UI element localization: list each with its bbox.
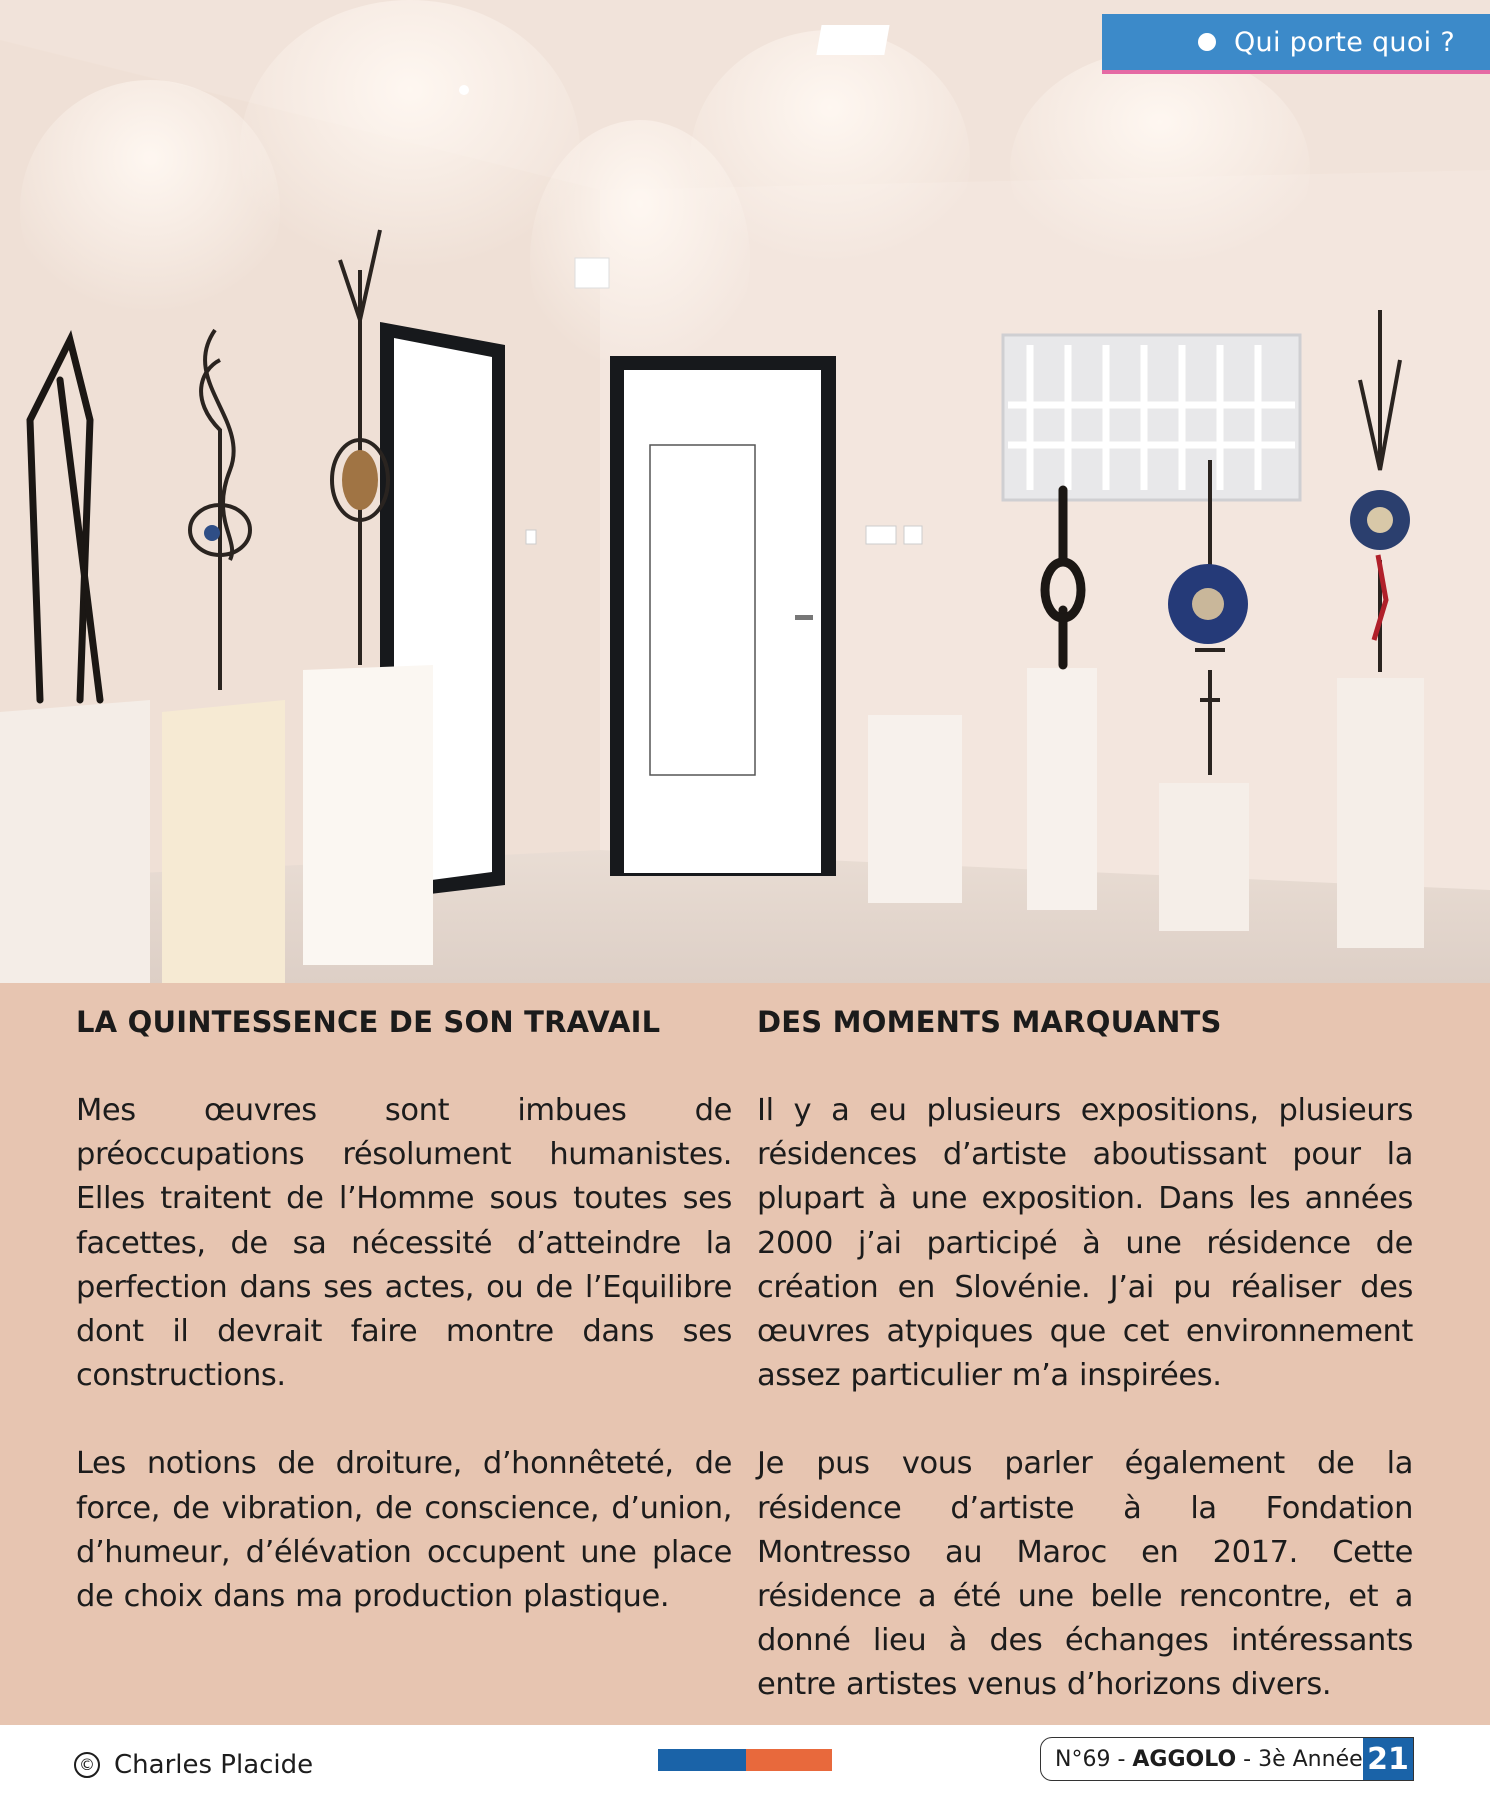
paragraph: Il y a eu plusieurs expositions, plusieurs résidences d’artiste aboutissant pour la plupart à une exposition. Dans les années 2000 j’ai participé à une résidence de création en Slovénie. J’ai pu réaliser des œuvres atypiques que cet environnement assez particulier m’a inspirées. — [757, 1093, 1413, 1394]
copyright-icon: © — [74, 1752, 100, 1778]
heading-quintessence: LA QUINTESSENCE DE SON TRAVAIL — [76, 1005, 661, 1039]
decor-bar-blue — [658, 1749, 746, 1771]
credit-name: Charles Placide — [114, 1750, 314, 1780]
section-tag — [1102, 14, 1490, 70]
paragraph: Mes œuvres sont imbues de préoccupations résolument humanistes. Elles traitent de l’Homme sous toutes ses facettes, de sa nécessité d’atteindre la perfection dans ses actes, ou de l’Equilibre dont il devrait faire montre dans ses constructions. — [76, 1093, 732, 1394]
column-left — [76, 1003, 732, 1663]
column-right — [757, 1003, 1413, 1752]
issue-text: N°69 - AGGOLO - 3è Année — [1055, 1746, 1363, 1772]
photo-credit — [74, 1750, 313, 1780]
section-label: Qui porte quoi ? — [1234, 26, 1455, 58]
bullet-dot-icon — [1198, 33, 1216, 51]
decor-bar-orange — [746, 1749, 832, 1771]
year-label: 3è Année — [1258, 1746, 1363, 1772]
heading-moments: DES MOMENTS MARQUANTS — [757, 1005, 1222, 1039]
page-number: 21 — [1363, 1738, 1413, 1780]
issue-info — [1040, 1737, 1414, 1781]
paragraph: Je pus vous parler également de la résidence d’artiste à la Fondation Montresso au Maroc en 2017. Cette résidence a été une belle rencontre, et a donné lieu à des échanges intéressants entre artistes venus d’horizons divers. — [757, 1446, 1413, 1703]
magazine-name: AGGOLO — [1132, 1746, 1237, 1772]
paragraph: Les notions de droiture, d’honnêteté, de force, de vibration, de conscience, d’union, d’humeur, d’élévation occupent une place de choix dans ma production plastique. — [76, 1446, 732, 1615]
issue-number: N°69 — [1055, 1746, 1111, 1772]
